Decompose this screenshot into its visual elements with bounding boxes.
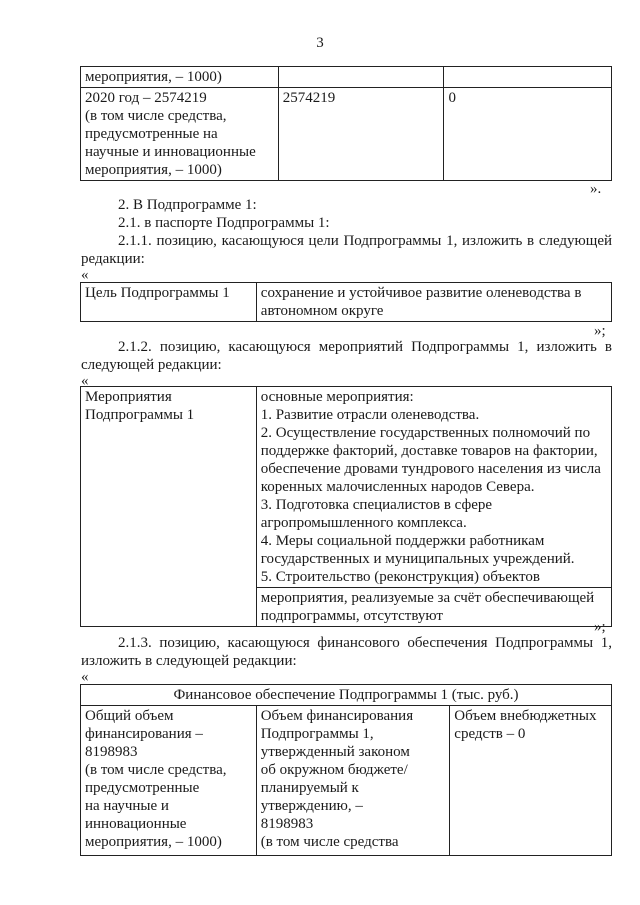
finance-budget: Объем финансирования Подпрограммы 1, утвержденный законом об окружном бюджете/ планируемый к утверждению, – 8198983 (в том числе средства <box>256 706 450 856</box>
opening-quote: « <box>81 373 89 389</box>
table-row <box>81 387 612 588</box>
table-row <box>81 67 612 88</box>
paragraph: изложить в следующей редакции: <box>81 653 297 669</box>
finance-header: Финансовое обеспечение Подпрограммы 1 (тыс. руб.) <box>81 685 612 706</box>
table-row <box>81 685 612 706</box>
table-cell: 2020 год – 2574219 (в том числе средства, предусмотренные на научные и инновационные мероприятия, – 1000) <box>81 88 279 181</box>
opening-quote: « <box>81 669 89 685</box>
measures-label: Мероприятия Подпрограммы 1 <box>81 387 257 627</box>
closing-quote: ». <box>590 181 602 197</box>
table-cell <box>444 67 612 88</box>
table-row <box>81 283 612 322</box>
table-cell: мероприятия, – 1000) <box>81 67 279 88</box>
paragraph: 2.1.3. позицию, касающуюся финансового обеспечения Подпрограммы 1, <box>118 635 612 651</box>
paragraph: 2.1.2. позицию, касающуюся мероприятий Подпрограммы 1, изложить в <box>118 339 612 355</box>
page-number: 3 <box>316 35 324 51</box>
table-cell: 2574219 <box>278 88 444 181</box>
measures-main: основные мероприятия: 1. Развитие отрасли оленеводства. 2. Осуществление государственных полномочий по поддержке факторий, доставке товаров на фактории, обеспечение дровами тундрового населения из числа коренных малочисленных народов Севера. 3. Подготовка специалистов в сфере агропромышленного комплекса. 4. Меры социальной поддержки работникам государственных и муниципальных учреждений. 5. Строительство (реконструкция) объектов <box>256 387 611 588</box>
paragraph: 2.1.1. позицию, касающуюся цели Подпрограммы 1, изложить в следующей <box>118 233 612 249</box>
opening-quote: « <box>81 267 89 283</box>
paragraph: следующей редакции: <box>81 357 222 373</box>
table-cell <box>278 67 444 88</box>
measures-secondary: мероприятия, реализуемые за счёт обеспечивающей подпрограммы, отсутствуют <box>256 588 611 627</box>
goal-table <box>80 282 612 322</box>
paragraph: редакции: <box>81 251 145 267</box>
closing-quote: »; <box>594 619 606 635</box>
finance-extrabudget: Объем внебюджетных средств – 0 <box>450 706 612 856</box>
goal-label: Цель Подпрограммы 1 <box>81 283 257 322</box>
table-row <box>81 706 612 856</box>
table-row <box>81 88 612 181</box>
measures-table <box>80 386 612 627</box>
finance-total: Общий объем финансирования – 8198983 (в том числе средства, предусмотренные на научные и инновационные мероприятия, – 1000) <box>81 706 257 856</box>
paragraph: 2.1. в паспорте Подпрограммы 1: <box>118 215 330 231</box>
finance-table <box>80 684 612 856</box>
top-financing-table <box>80 66 612 181</box>
goal-value: сохранение и устойчивое развитие оленеводства в автономном округе <box>256 283 611 322</box>
table-cell: 0 <box>444 88 612 181</box>
closing-quote: »; <box>594 323 606 339</box>
paragraph: 2. В Подпрограмме 1: <box>118 197 257 213</box>
